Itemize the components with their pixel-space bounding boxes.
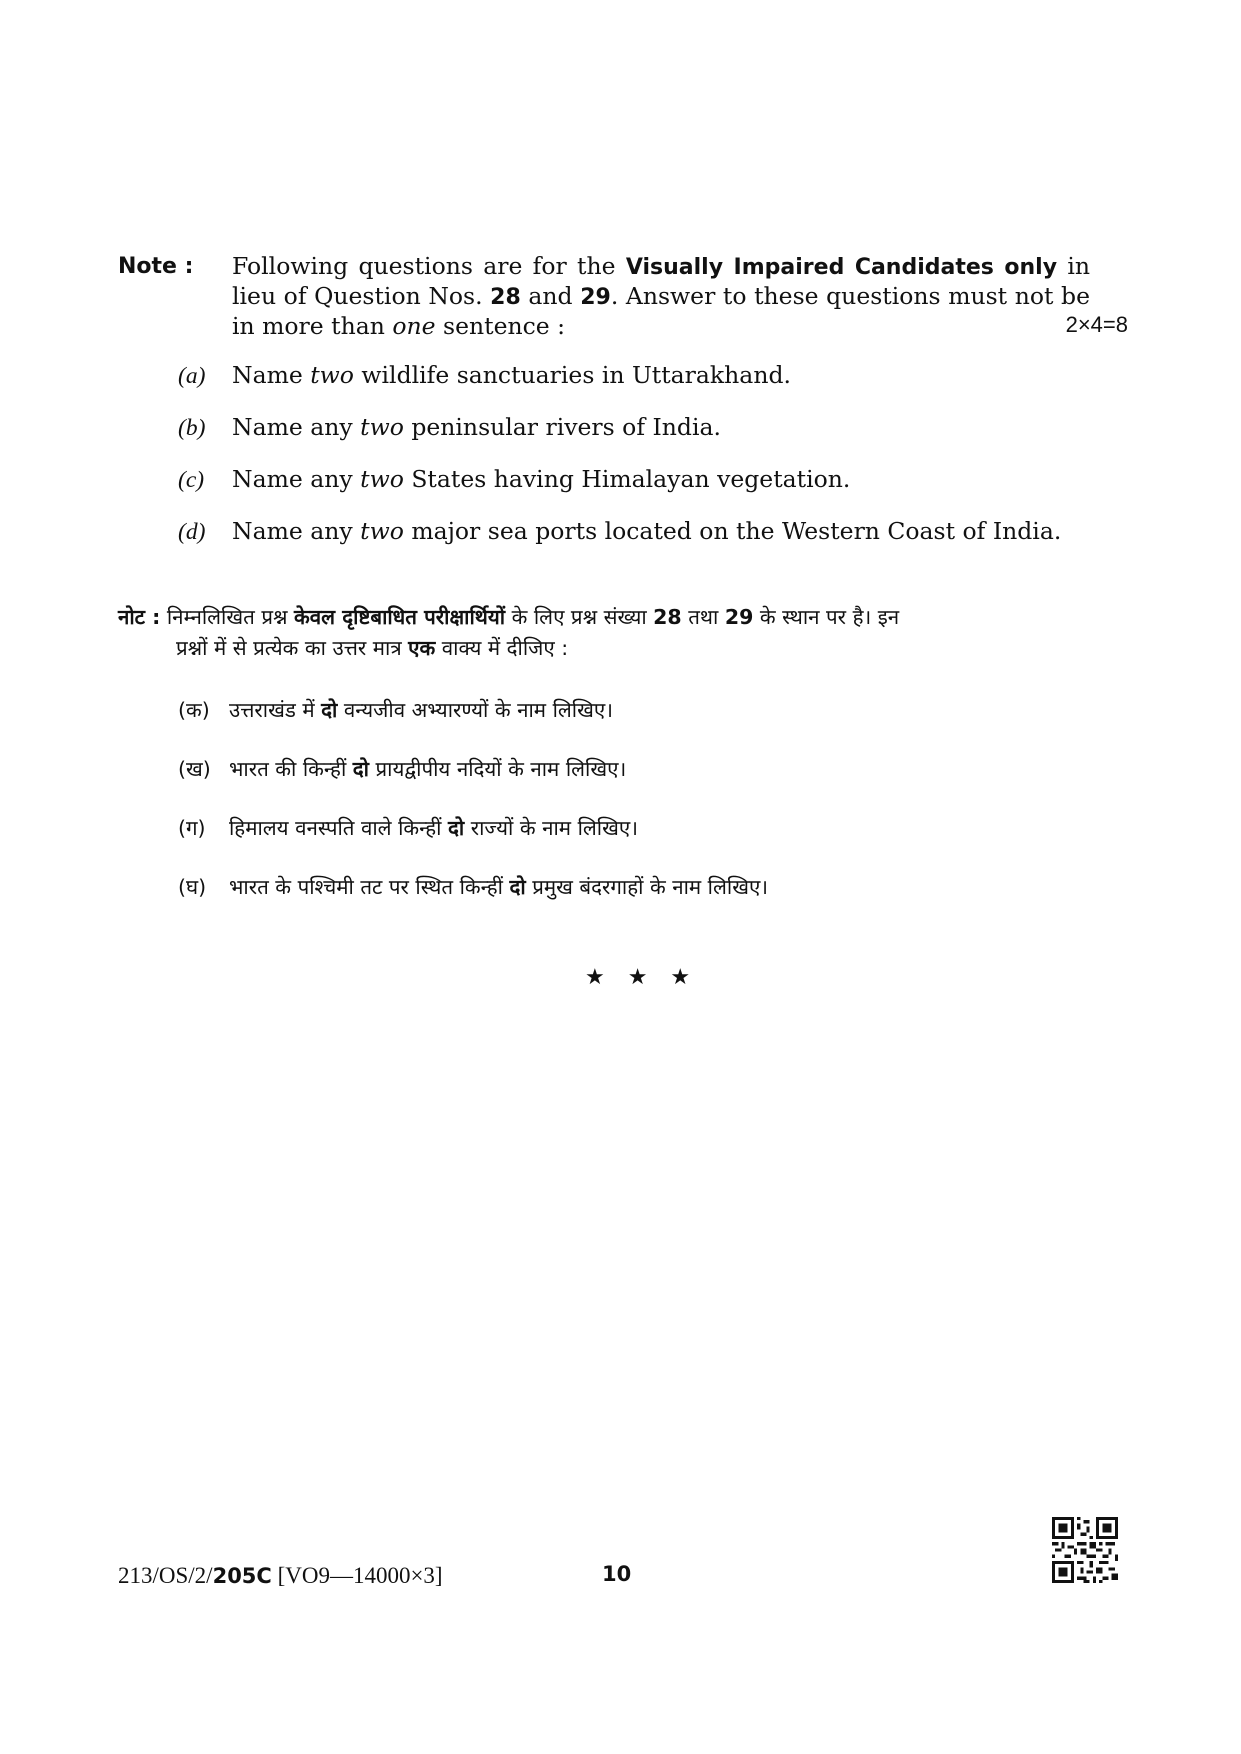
note-hindi-line-2 (176, 633, 1078, 664)
note-text: वाक्य में दीजिए : (435, 636, 569, 660)
question-bold: दो (321, 698, 338, 722)
question-text: Name any (232, 413, 361, 441)
question-bold: दो (509, 875, 526, 899)
question-text: भारत के पश्चिमी तट पर स्थित किन्हीं (229, 875, 510, 899)
question-label: (क) (178, 698, 210, 722)
note-hindi-line-1 (118, 602, 1078, 633)
question-bold: दो (352, 757, 369, 781)
question-italic: two (310, 361, 354, 389)
paper-code (118, 1563, 443, 1589)
note-bold: 28 (490, 285, 521, 310)
question-text: States having Himalayan vegetation. (403, 465, 851, 493)
question-bold: दो (448, 816, 465, 840)
paper-code-prefix: 213/OS/2/ (118, 1563, 213, 1588)
note-text: . Answer to these questions must not be in more than (232, 282, 1090, 340)
question-text: Name any (232, 465, 361, 493)
paper-code-suffix: [VO9—14000×3] (271, 1563, 443, 1588)
note-hindi (118, 602, 1078, 664)
question-label: (b) (178, 415, 206, 441)
paper-code-bold: 205C (212, 1564, 272, 1588)
question-label: (c) (178, 467, 205, 493)
question-text: major sea ports located on the Western Coast of India. (403, 517, 1062, 545)
question-text: राज्यों के नाम लिखिए। (464, 816, 638, 840)
question-text: भारत की किन्हीं (229, 757, 353, 781)
question-text: प्रायद्वीपीय नदियों के नाम लिखिए। (368, 757, 627, 781)
note-bold: Visually Impaired Candidates only (625, 255, 1058, 280)
question-en (178, 465, 850, 495)
end-of-paper-stars: ★ ★ ★ (585, 965, 699, 990)
question-text: वन्यजीव अभ्यारण्यों के नाम लिखिए। (337, 698, 613, 722)
note-body (232, 252, 1090, 341)
question-hi (178, 695, 613, 725)
question-italic: two (360, 517, 404, 545)
question-text: उत्तराखंड में (229, 698, 322, 722)
question-en (178, 517, 1061, 547)
note-text: के लिए प्रश्न संख्या (505, 605, 654, 629)
note-text: प्रश्नों में से प्रत्येक का उत्तर मात्र (176, 636, 409, 660)
question-text: wildlife sanctuaries in Uttarakhand. (353, 361, 791, 389)
question-text: प्रमुख बंदरगाहों के नाम लिखिए। (525, 875, 769, 899)
note-bold: 29 (724, 605, 754, 629)
question-italic: two (360, 413, 404, 441)
qr-code-icon (1052, 1517, 1118, 1583)
note-text: sentence : (435, 312, 566, 340)
note-bold: एक (408, 636, 436, 660)
note-bold: केवल दृष्टिबाधित परीक्षार्थियों (294, 605, 506, 629)
question-text: peninsular rivers of India. (403, 413, 721, 441)
question-label: (d) (178, 519, 206, 545)
note-italic: one (392, 312, 436, 340)
note-bold: 29 (580, 285, 611, 310)
question-text: हिमालय वनस्पति वाले किन्हीं (229, 816, 448, 840)
note-label: नोट : (118, 605, 161, 629)
question-label: (a) (178, 363, 206, 389)
note-text: तथा (681, 605, 725, 629)
question-text: Name (232, 361, 311, 389)
question-text: Name any (232, 517, 361, 545)
page-number: 10 (602, 1562, 632, 1586)
note-text: के स्थान पर है। इन (753, 605, 900, 629)
note-label: Note : (118, 254, 194, 279)
question-label: (घ) (178, 875, 207, 899)
question-italic: two (360, 465, 404, 493)
note-text: and (520, 282, 581, 310)
question-en (178, 361, 791, 391)
question-label: (ख) (178, 757, 211, 781)
question-label: (ग) (178, 816, 206, 840)
note-text: निम्नलिखित प्रश्न (160, 605, 295, 629)
question-hi (178, 813, 638, 843)
note-text: in lieu of Question Nos. (232, 252, 1091, 310)
question-hi (178, 754, 626, 784)
note-english (118, 252, 1128, 341)
question-hi (178, 872, 768, 902)
note-text: Following questions are for the (232, 252, 626, 280)
marks-allocation: 2×4=8 (1065, 312, 1128, 337)
note-bold: 28 (653, 605, 682, 629)
question-en (178, 413, 721, 443)
